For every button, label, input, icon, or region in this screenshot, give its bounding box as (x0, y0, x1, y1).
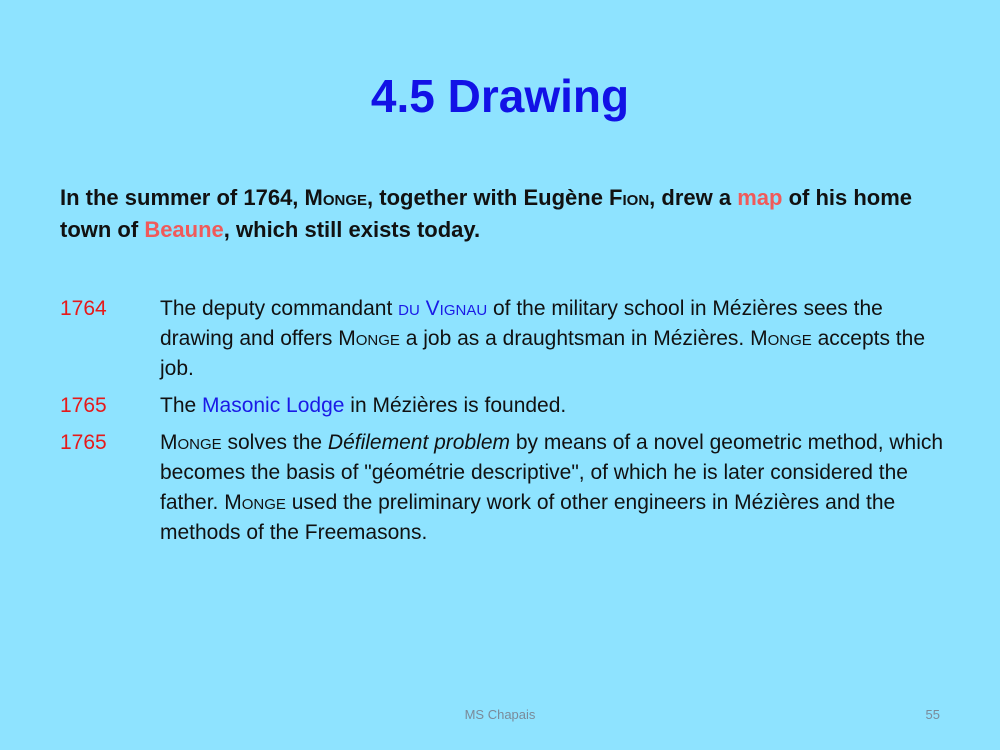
intro-name-monge: Monge (304, 185, 368, 210)
timeline-entry (60, 428, 950, 548)
entry-text-part: The deputy commandant (160, 297, 399, 320)
page-number: 55 (925, 707, 940, 722)
entry-text-part: The (160, 394, 203, 417)
entry-text (160, 391, 950, 421)
entry-year: 1765 (60, 394, 107, 417)
footer-author: MS Chapais (464, 707, 536, 722)
slide-title: 4.5 Drawing (370, 70, 630, 122)
intro-text-2: , together with Eugène (367, 185, 610, 210)
entry-text-part: solves the (221, 431, 328, 454)
entry-text-part: by means of a novel geometric method, which becomes the basis of "géométrie descriptive", of which he is later considered the father. (160, 431, 944, 514)
timeline-entry (60, 391, 950, 421)
intro-highlight-beaune: Beaune (144, 217, 224, 242)
entry-text (160, 428, 950, 548)
name-monge: Monge (338, 327, 400, 350)
name-du-vignau: du Vignau (398, 297, 488, 320)
name-monge: Monge (224, 491, 286, 514)
intro-highlight-map: map (737, 185, 783, 210)
entry-text-part: used the preliminary work of other engineers in Mézières and the methods of the Freemasons. (160, 491, 896, 544)
entry-year: 1765 (60, 431, 107, 454)
entry-text-part: in Mézières is founded. (344, 394, 567, 417)
name-monge: Monge (750, 327, 812, 350)
timeline-entry (60, 294, 950, 384)
entry-text-part: a job as a draughtsman in Mézières. (399, 327, 751, 350)
entry-year: 1764 (60, 297, 107, 320)
entry-text-part: of the military school in Mézières sees the drawing and offers (160, 297, 883, 350)
intro-name-fion: Fion (609, 185, 650, 210)
intro-text-4: of his home town of (60, 185, 913, 242)
intro-text-5: , which still exists today. (223, 217, 481, 242)
name-monge: Monge (160, 431, 222, 454)
timeline-list (60, 294, 950, 555)
entry-text (160, 294, 950, 384)
masonic-lodge-link[interactable]: Masonic Lodge (202, 394, 345, 417)
intro-paragraph (60, 182, 940, 246)
intro-text-1: In the summer of 1764, (60, 185, 305, 210)
intro-text-3: , drew a (649, 185, 738, 210)
entry-text-part: accepts the job. (160, 327, 925, 380)
defilement-term: Défilement problem (327, 431, 510, 454)
